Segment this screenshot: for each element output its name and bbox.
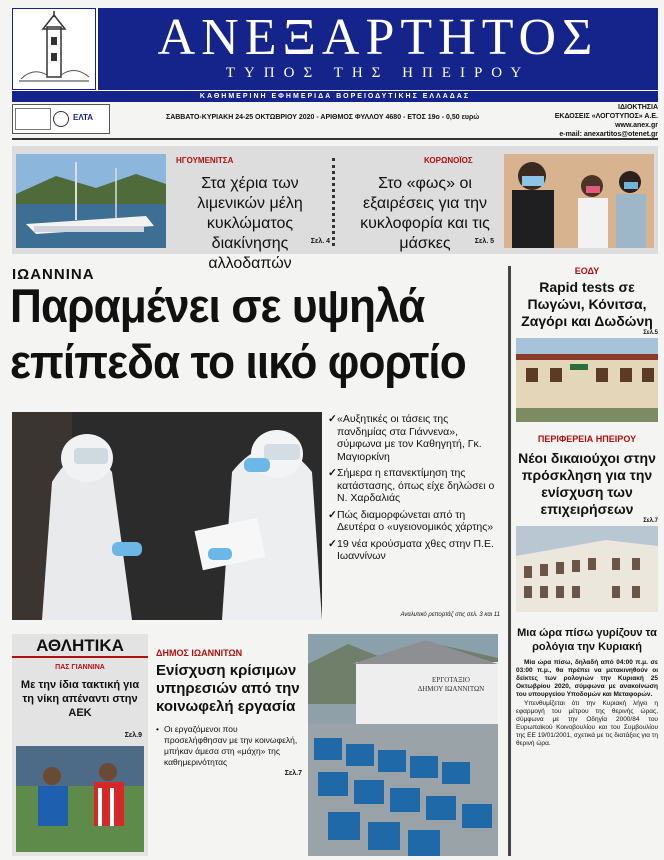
seal-icon (53, 111, 69, 127)
website-link[interactable]: www.anex.gr (615, 122, 658, 129)
teaser-divider (332, 158, 339, 246)
column-divider (508, 266, 511, 856)
depot-sign: ΕΡΓΟΤΑΞΙΟ ΔΗΜΟΥ ΙΩΑΝΝΙΤΩΝ (417, 676, 485, 693)
regional-building-photo (516, 526, 658, 612)
check-icon: ✓ (328, 537, 337, 550)
sports-kicker: ΠΑΣ ΓΙΑΝΝΙΝΑ (55, 664, 105, 671)
reportage-note: Αναλυτικό ρεπορτάζ στις σελ. 3 και 11 (400, 612, 500, 618)
church-tower-logo (12, 8, 96, 90)
story-page: Σελ.7 (643, 518, 658, 524)
publisher-name: ΕΚΔΟΣΕΙΣ «ΛΟΓΟΤΥΠΟΣ» Α.Ε. (554, 113, 658, 120)
harbor-photo (16, 154, 166, 248)
muni-bullet: • Οι εργαζόμενοι που προσελήφθησαν με την κοινωφελή, μπήκαν άμεσα στη «μάχη» της καθημερινότητας (156, 724, 298, 767)
newspaper-tagline: ΚΑΘΗΜΕΡΙΝΗ ΕΦΗΜΕΡΙΔΑ ΒΟΡΕΙΟΔΥΤΙΚΗΣ ΕΛΛΑΔΑΣ (12, 91, 658, 102)
story-title[interactable]: Rapid tests σε Πωγώνι, Κόνιτσα, Ζαγόρι και Δωδώνη (521, 279, 653, 329)
elta-logo: ΕΛΤΑ (73, 113, 94, 122)
hazmat-workers-photo (12, 412, 322, 620)
teaser-kicker: ΚΟΡΩΝΟΪΟΣ (424, 156, 473, 165)
football-photo (16, 746, 144, 852)
postal-stamp-icon (15, 108, 51, 130)
right-column (516, 266, 658, 748)
main-bullets (328, 413, 500, 567)
sports-box (12, 634, 148, 856)
divider (12, 138, 658, 140)
publisher-label: ΙΔΙΟΚΤΗΣΙΑ (618, 104, 658, 111)
story-title[interactable]: Νέοι δικαιούχοι στην πρόσκληση για την ενίσχυση των επιχειρήσεων (518, 450, 656, 517)
publisher-info (500, 103, 658, 139)
issue-info: ΣΑΒΒΑΤΟ-ΚΥΡΙΑΚΗ 24-25 ΟΚΤΩΒΡΙΟΥ 2020 - ΑΡΙΘΜΟΣ ΦΥΛΛΟΥ 4680 - ΕΤΟΣ 19ο - 0,50 ευρώ (166, 114, 480, 121)
masthead (12, 8, 658, 102)
teaser-title[interactable]: Στο «φως» οι εξαιρέσεις για την κυκλοφορία και τις μάσκες (360, 175, 490, 252)
postal-logos (12, 104, 110, 134)
sports-page: Σελ.9 (124, 732, 142, 739)
teaser-kicker: ΗΓΟΥΜΕΝΙΤΣΑ (176, 156, 234, 165)
depot-bins-photo (308, 634, 498, 856)
masks-photo (504, 154, 654, 248)
teaser-title[interactable]: Στα χέρια των λιμενικών μέλη κυκλώματος διακίνησης αλλοδαπών (197, 175, 303, 272)
divider (12, 656, 148, 658)
main-headline[interactable]: Παραμένει σε υψηλά επίπεδα το ιικό φορτίο (10, 279, 466, 388)
check-icon: ✓ (328, 508, 337, 521)
municipality-story (156, 648, 302, 777)
email-link[interactable]: e-mail: anexartitos@otenet.gr (559, 131, 658, 138)
story-kicker: ΕΟΔΥ (574, 266, 600, 276)
main-kicker: ΙΩΑΝΝΙΝΑ (12, 266, 95, 283)
sports-title[interactable]: Με την ίδια τακτική για τη νίκη απέναντι στην ΑΕΚ (20, 679, 140, 719)
teaser-page: Σελ. 4 (310, 238, 330, 245)
bullet-item: ✓ 19 νέα κρούσματα χθες στην Π.Ε. Ιωαννίνων (328, 537, 494, 562)
story-title[interactable]: Μια ώρα πίσω γυρίζουν τα ρολόγια την Κυριακή (517, 627, 657, 653)
muni-page: Σελ.7 (284, 770, 302, 777)
muni-kicker: ΔΗΜΟΣ ΙΩΑΝΝΙΤΩΝ (156, 648, 243, 658)
teaser-page: Σελ. 5 (474, 238, 494, 245)
sports-heading: ΑΘΛΗΤΙΚΑ (36, 636, 124, 655)
school-building-photo (516, 338, 658, 422)
check-icon: ✓ (328, 467, 337, 479)
muni-title[interactable]: Ενίσχυση κρίσιμων υπηρεσιών από την κοινωφελή εργασία (156, 662, 300, 715)
story-kicker: ΠΕΡΙΦΕΡΕΙΑ ΗΠΕΙΡΟΥ (537, 434, 637, 444)
check-icon: ✓ (328, 413, 337, 425)
bullet-item: ✓ Σήμερα η επανεκτίμηση της κατάστασης, όπως είχε δηλώσει ο Ν. Χαρδαλιάς (328, 467, 495, 504)
bullet-dot-icon: • (156, 724, 159, 734)
bullet-item: ✓ Πώς διαμορφώνεται από τη Δευτέρα ο «υγειονομικός χάρτης» (328, 508, 494, 533)
newspaper-title: ΑΝΕΞΑΡΤΗΤΟΣ (157, 9, 599, 66)
bullet-item: ✓ «Αυξητικές οι τάσεις της πανδημίας στα Γιάννενα», σύμφωνα με τον Καθηγητή, Γκ. Μαγιορκίνη (328, 413, 482, 463)
story-body: Υπενθυμίζεται ότι την Κυριακή λήγει η εφαρμογή του μέτρου της θερινής ώρας, σύμφωνα με την Οδηγία 2000/84 του Ευρωπαϊκού Κοινοβουλίου και του Συμβουλίου της ΕΕ 19/01/2001, σχετικά με τις διατάξεις για τη θερινή ώρα. (516, 700, 658, 747)
newspaper-subtitle: ΤΥΠΟΣ ΤΗΣ ΗΠΕΙΡΟΥ (225, 65, 531, 81)
story-page: Σελ.5 (643, 330, 658, 336)
story-body: Μία ώρα πίσω, δηλαδή από 04:00 π.μ. σε 03:00 π.μ., θα πρέπει να μετακινηθούν οι δείκτες των ρολογιών την Κυριακή 25 Οκτωβρίου 2020, σύμφωνα με ανακοίνωση του υπουργείου Υποδομών και Μεταφορών. (516, 659, 658, 698)
